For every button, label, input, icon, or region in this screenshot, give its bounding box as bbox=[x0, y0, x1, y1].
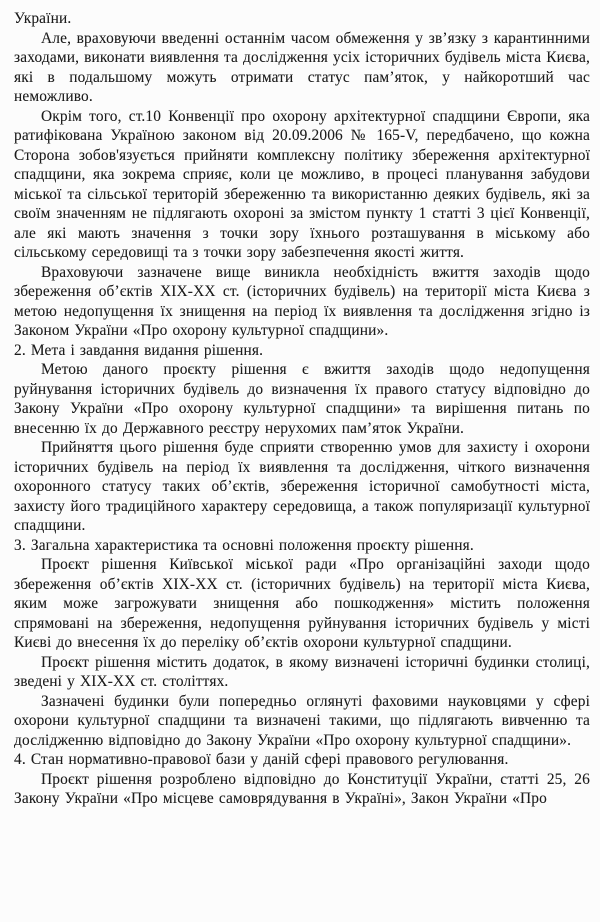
paragraph: Враховуючи зазначене вище виникла необхідність вжиття заходів щодо збереження об’єктів XIX-XX ст. (історичних будівель) на території міста Києва з метою недопущення їх знищення на період їх виявлення та дослідження згідно із Законом України «Про охорону культурної спадщини». bbox=[14, 263, 590, 339]
continuation-line: України. bbox=[14, 10, 72, 27]
paragraph: Проєкт рішення Київської міської ради «Про організаційні заходи щодо збереження об’єктів XIX-XX ст. (історичних будівель) на території міста Києва, яким може загрожувати знищення або пошкодження» містить положення спрямовані на збереження, недопущення руйнування історичних будівель у місті Києві до внесення їх до переліку об’єктів охорони культурної спадщини. bbox=[14, 556, 590, 651]
paragraph: Метою даного проєкту рішення є вжиття заходів щодо недопущення руйнування історичних будівель до визначення їх правого статусу відповідно до Закону України «Про охорону культурної спадщини» та вирішення питань по внесенню їх до Державного реєстру нерухомих пам’яток України. bbox=[14, 361, 590, 437]
section-heading-2: 2. Мета і завдання видання рішення. bbox=[14, 341, 264, 359]
paragraph: Окрім того, ст.10 Конвенції про охорону архітектурної спадщини Європи, яка ратифікована Україною законом від 20.09.2006 № 165-V, передбачено, що кожна Сторона зобов'язується прийняти комплексну політику збереження архітектурної спадщини, яка зокрема сприяє, коли це можливо, в процесі планування забудови міської та сільської територій збереженню та використанню деяких будівель, які за своїм значенням не підлягають охороні за змістом пункту 1 статті 3 цієї Конвенції, але які мають значення з точки зору їхнього розташування в міському або сільському середовищі та з точки зору забезпечення якості життя. bbox=[14, 107, 590, 261]
paragraph: Але, враховуючи введенні останнім часом обмеження у зв’язку з карантинними заходами, виконати виявлення та дослідження усіх історичних будівель міста Києва, які в подальшому можуть отримати статус пам’яток, у найкоротший час неможливо. bbox=[14, 29, 590, 105]
paragraph: Проєкт рішення містить додаток, в якому визначені історичні будинки столиці, зведені у XIX-XX ст. століттях. bbox=[14, 653, 590, 690]
section-heading-4: 4. Стан нормативно-правової бази у даній сфері правового регулювання. bbox=[14, 751, 509, 768]
paragraph: Прийняття цього рішення буде сприяти створенню умов для захисту і охорони історичних будівель на період їх виявлення та дослідження, чіткого визначення охоронного статусу таких об’єктів, збереження історичної самобутності міста, захисту його традиційного характеру середовища, а також популяризації культурної спадщини. bbox=[14, 439, 590, 534]
section-heading-3: 3. Загальна характеристика та основні положення проєкту рішення. bbox=[14, 536, 474, 554]
paragraph: Зазначені будинки були попередньо оглянуті фаховими науковцями у сфері охорони культурної спадщини та визначені такими, що підлягають вивченню та дослідженню відповідно до Закону України «Про охорону культурної спадщини». bbox=[14, 692, 590, 749]
paragraph: Проєкт рішення розроблено відповідно до Конституції України, статті 25, 26 Закону України «Про місцеве самоврядування в Україні», Закон України «Про bbox=[14, 770, 590, 807]
